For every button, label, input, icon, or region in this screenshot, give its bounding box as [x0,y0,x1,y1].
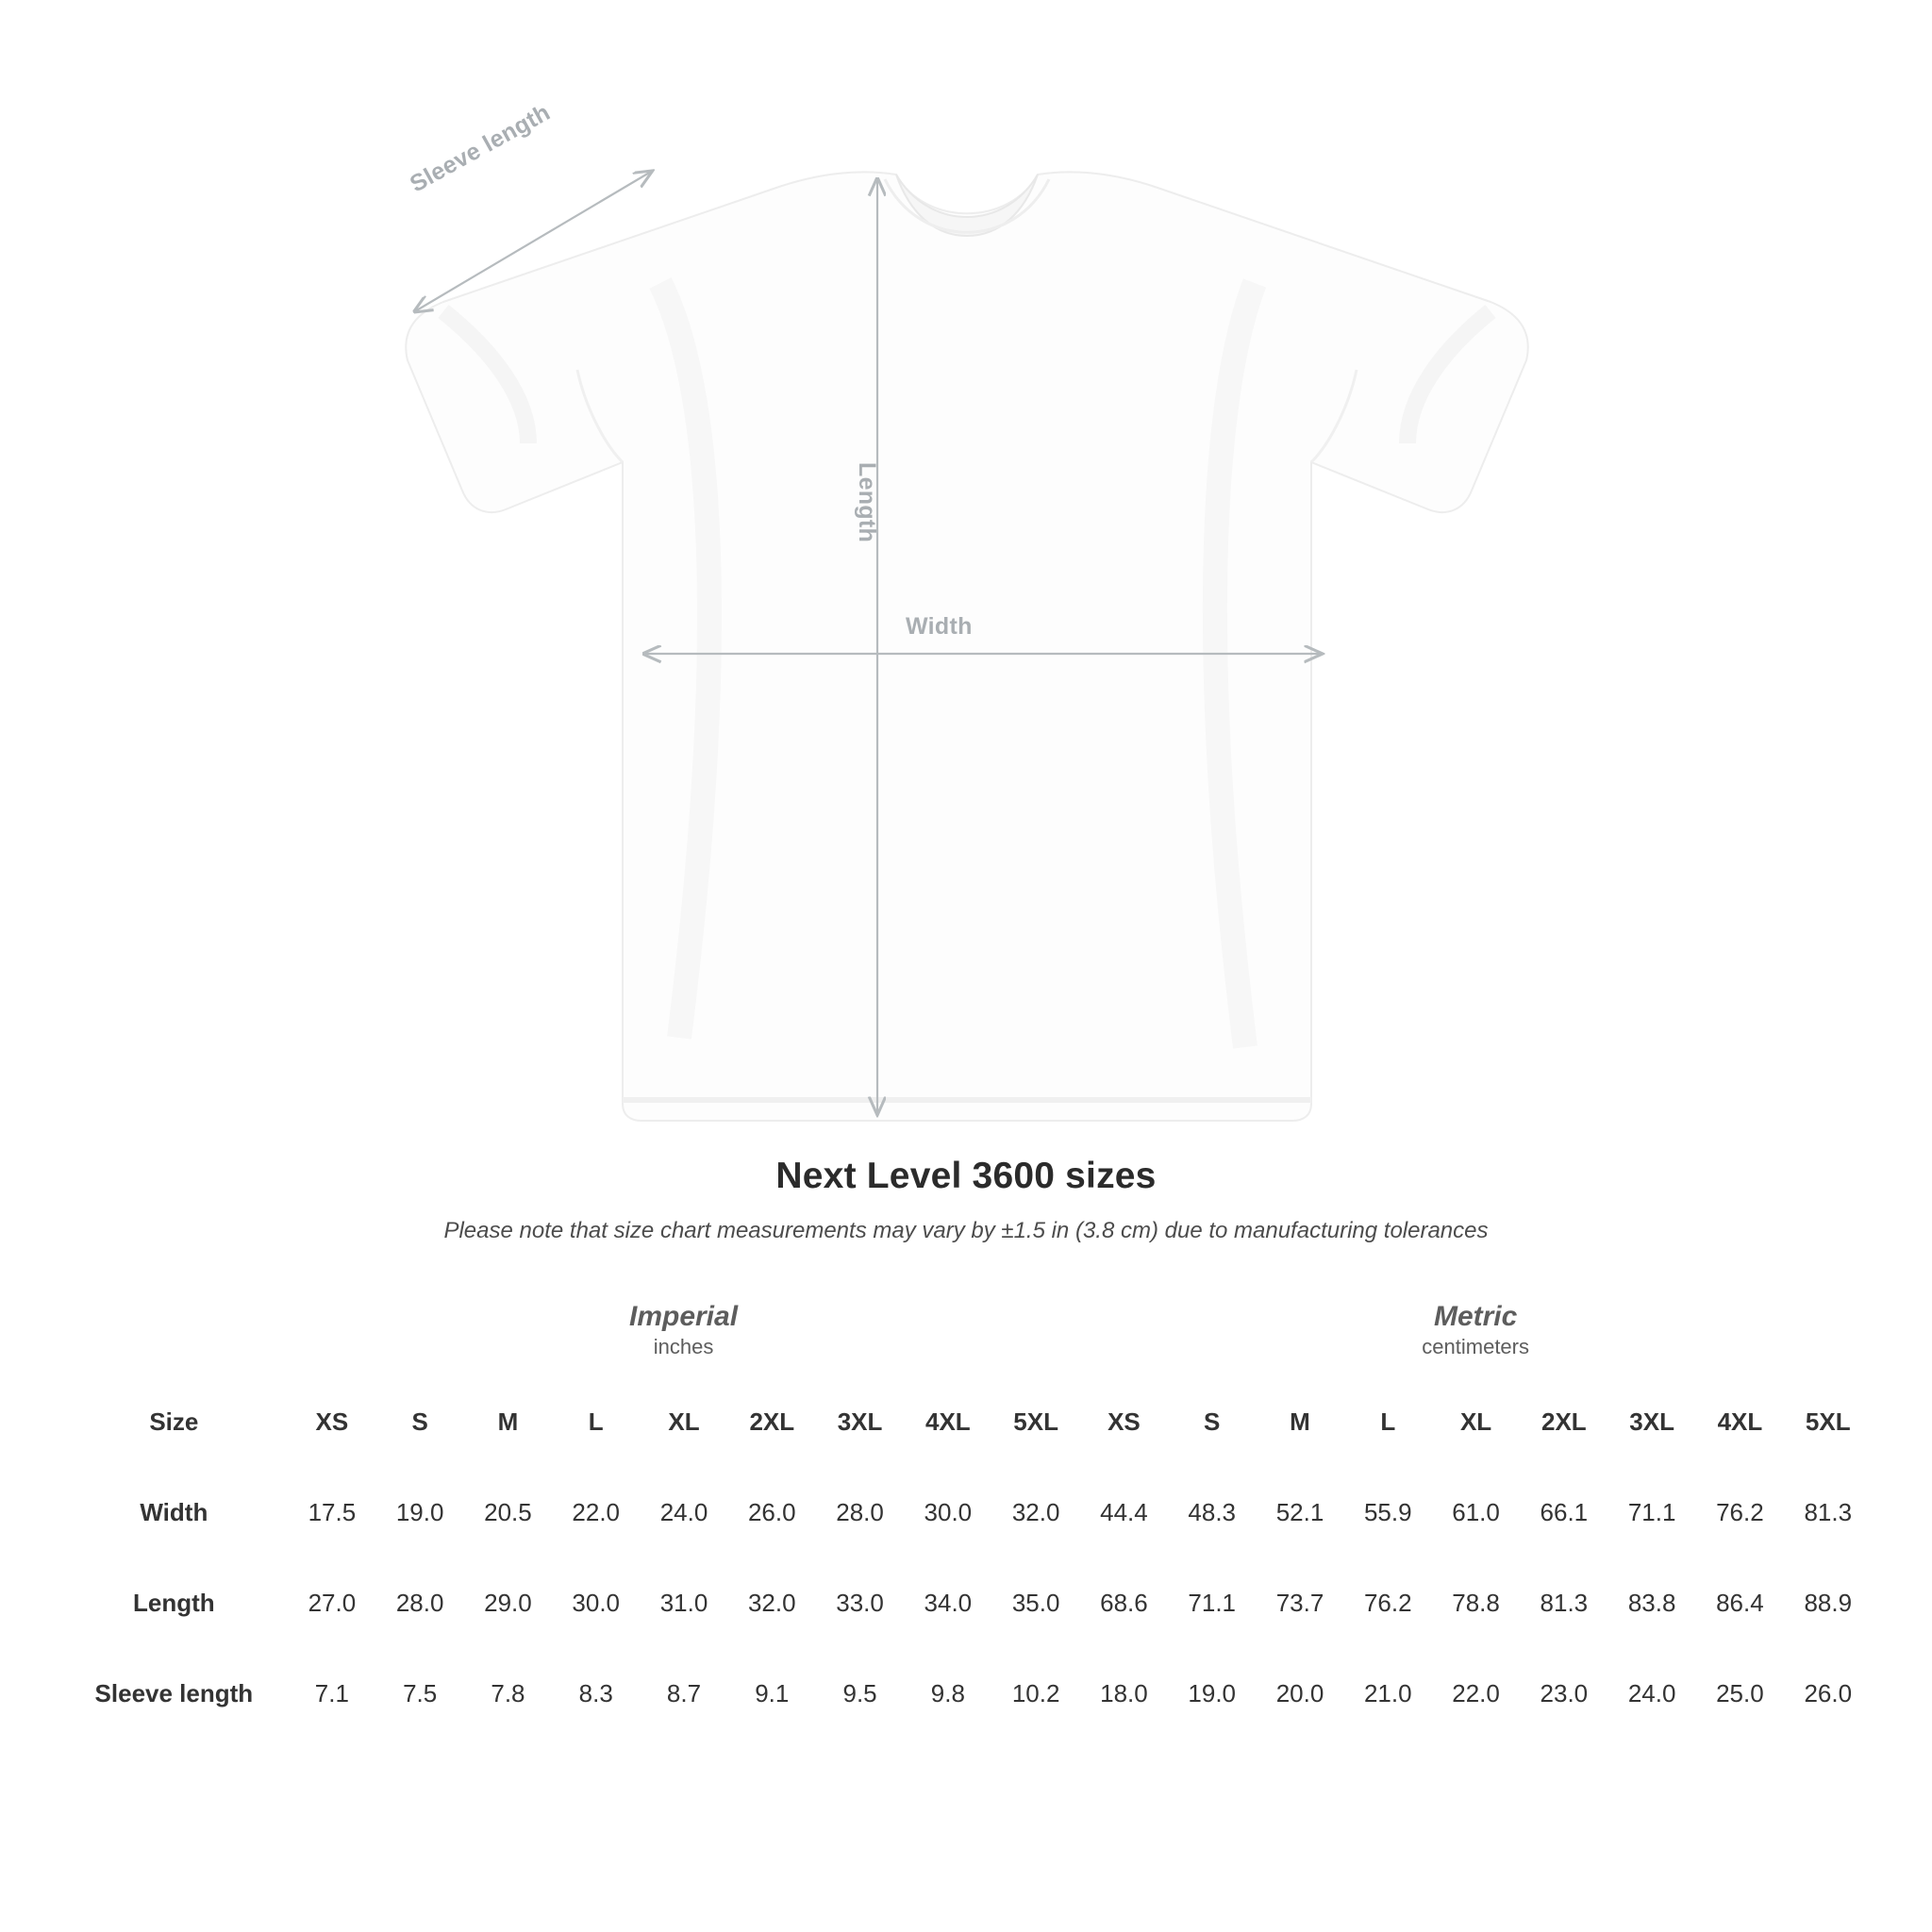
cell-length-metric-5xl: 88.9 [1784,1557,1872,1648]
page-title: Next Level 3600 sizes [775,1156,1157,1196]
group-metric-subtitle: centimeters [1422,1334,1529,1358]
cell-length-imperial-5xl: 35.0 [991,1557,1079,1648]
cell-length-metric-xs: 68.6 [1079,1557,1167,1648]
header-metric-5xl: 5XL [1784,1376,1872,1467]
cell-length-metric-2xl: 81.3 [1520,1557,1607,1648]
row-label-sleeve-length: Sleeve length [60,1648,288,1739]
cell-width-metric-xl: 61.0 [1431,1467,1519,1557]
cell-sleeve-metric-4xl: 25.0 [1695,1648,1783,1739]
header-metric-m: M [1256,1376,1343,1467]
table-header-row [60,1376,1872,1467]
table-row [60,1648,1872,1739]
cell-length-metric-m: 73.7 [1256,1557,1343,1648]
cell-length-metric-3xl: 83.8 [1607,1557,1695,1648]
cell-sleeve-metric-s: 19.0 [1168,1648,1256,1739]
title-block [0,1156,1932,1244]
group-imperial-title: Imperial [628,1301,739,1333]
width-label: Width [906,613,973,640]
cell-sleeve-imperial-2xl: 9.1 [727,1648,815,1739]
header-imperial-l: L [552,1376,640,1467]
length-label: Length [854,462,880,543]
header-metric-s: S [1168,1376,1256,1467]
group-metric [1079,1286,1872,1376]
header-imperial-2xl: 2XL [727,1376,815,1467]
sleeve-length-label: Sleeve length [406,98,555,198]
cell-width-imperial-2xl: 26.0 [727,1467,815,1557]
cell-width-metric-3xl: 71.1 [1607,1467,1695,1557]
header-metric-3xl: 3XL [1607,1376,1695,1467]
table-row [60,1467,1872,1557]
header-size: Size [60,1376,288,1467]
header-imperial-xl: XL [640,1376,727,1467]
cell-sleeve-metric-l: 21.0 [1343,1648,1431,1739]
row-label-length: Length [60,1557,288,1648]
cell-sleeve-metric-xs: 18.0 [1079,1648,1167,1739]
header-metric-xs: XS [1079,1376,1167,1467]
header-metric-2xl: 2XL [1520,1376,1607,1467]
group-metric-title: Metric [1433,1301,1518,1333]
cell-sleeve-imperial-s: 7.5 [375,1648,463,1739]
header-metric-4xl: 4XL [1695,1376,1783,1467]
cell-sleeve-metric-m: 20.0 [1256,1648,1343,1739]
cell-length-imperial-s: 28.0 [375,1557,463,1648]
cell-length-metric-s: 71.1 [1168,1557,1256,1648]
cell-sleeve-metric-2xl: 23.0 [1520,1648,1607,1739]
cell-sleeve-imperial-l: 8.3 [552,1648,640,1739]
cell-sleeve-imperial-xl: 8.7 [640,1648,727,1739]
header-metric-xl: XL [1431,1376,1519,1467]
cell-width-metric-l: 55.9 [1343,1467,1431,1557]
cell-length-imperial-2xl: 32.0 [727,1557,815,1648]
cell-length-imperial-xs: 27.0 [288,1557,375,1648]
header-imperial-4xl: 4XL [904,1376,991,1467]
cell-sleeve-metric-5xl: 26.0 [1784,1648,1872,1739]
cell-width-metric-2xl: 66.1 [1520,1467,1607,1557]
cell-sleeve-imperial-3xl: 9.5 [815,1648,903,1739]
cell-sleeve-imperial-4xl: 9.8 [904,1648,991,1739]
group-imperial [288,1286,1080,1376]
cell-width-metric-s: 48.3 [1168,1467,1256,1557]
cell-width-imperial-5xl: 32.0 [991,1467,1079,1557]
cell-length-imperial-m: 29.0 [463,1557,551,1648]
cell-sleeve-imperial-xs: 7.1 [288,1648,375,1739]
cell-length-metric-xl: 78.8 [1431,1557,1519,1648]
size-table [60,1286,1872,1739]
header-imperial-5xl: 5XL [991,1376,1079,1467]
header-imperial-3xl: 3XL [815,1376,903,1467]
cell-width-imperial-4xl: 30.0 [904,1467,991,1557]
table-group-row [60,1286,1872,1376]
table-row [60,1557,1872,1648]
group-row-spacer [60,1286,288,1376]
cell-width-metric-5xl: 81.3 [1784,1467,1872,1557]
header-imperial-xs: XS [288,1376,375,1467]
cell-width-imperial-m: 20.5 [463,1467,551,1557]
header-metric-l: L [1343,1376,1431,1467]
tshirt-shape [406,172,1527,1121]
cell-width-imperial-l: 22.0 [552,1467,640,1557]
group-imperial-subtitle: inches [653,1334,714,1358]
cell-width-metric-4xl: 76.2 [1695,1467,1783,1557]
cell-width-metric-m: 52.1 [1256,1467,1343,1557]
cell-length-imperial-l: 30.0 [552,1557,640,1648]
row-label-width: Width [60,1467,288,1557]
cell-sleeve-metric-3xl: 24.0 [1607,1648,1695,1739]
tolerance-note: Please note that size chart measurements may vary by ±1.5 in (3.8 cm) due to manufacturing tolerances [443,1218,1489,1243]
cell-width-metric-xs: 44.4 [1079,1467,1167,1557]
cell-width-imperial-3xl: 28.0 [815,1467,903,1557]
cell-length-imperial-3xl: 33.0 [815,1557,903,1648]
cell-width-imperial-xl: 24.0 [640,1467,727,1557]
cell-sleeve-metric-xl: 22.0 [1431,1648,1519,1739]
header-imperial-s: S [375,1376,463,1467]
header-imperial-m: M [463,1376,551,1467]
cell-width-imperial-s: 19.0 [375,1467,463,1557]
cell-length-imperial-xl: 31.0 [640,1557,727,1648]
cell-sleeve-imperial-m: 7.8 [463,1648,551,1739]
cell-sleeve-imperial-5xl: 10.2 [991,1648,1079,1739]
size-table-wrapper [60,1286,1872,1739]
cell-width-imperial-xs: 17.5 [288,1467,375,1557]
cell-length-imperial-4xl: 34.0 [904,1557,991,1648]
cell-length-metric-4xl: 86.4 [1695,1557,1783,1648]
cell-length-metric-l: 76.2 [1343,1557,1431,1648]
